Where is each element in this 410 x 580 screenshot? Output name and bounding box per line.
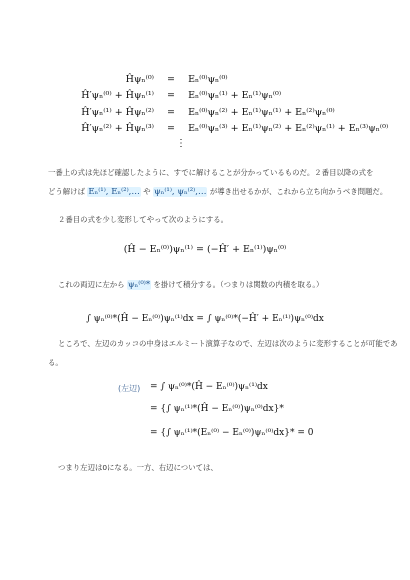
para5: つまり左辺は0になる。一方、右辺については、 xyxy=(58,463,218,472)
para2: ２番目の式を少し変形してやって次のようにする。 xyxy=(58,215,228,224)
eq4-line-1: = ∫ ψₙ⁽⁰⁾*(Ĥ − Eₙ⁽⁰⁾)ψₙ⁽¹⁾dx xyxy=(150,382,268,392)
para1-line2-prefix: どう解けば xyxy=(48,187,85,196)
para1-line1: 一番上の式は先ほど確認したように、すでに解けることが分かっているものだ。２番目以降の式を xyxy=(48,168,374,177)
eq-row-1-lhs: Ĥψₙ⁽⁰⁾ xyxy=(125,74,154,85)
eq4-line-2: = {∫ ψₙ⁽¹⁾*(Ĥ − Eₙ⁽⁰⁾)ψₙ⁽⁰⁾dx}* xyxy=(150,404,284,414)
eq-row-1-rhs: Eₙ⁽⁰⁾ψₙ⁽⁰⁾ xyxy=(188,74,228,85)
eq-row-4 xyxy=(74,123,404,134)
para1-line2-suffix: が導き出せるかが、これから立ち向かうべき問題だ。 xyxy=(209,187,388,196)
eq2: (Ĥ − Eₙ⁽⁰⁾)ψₙ⁽¹⁾ = (−Ĥ′ + Eₙ⁽¹⁾)ψₙ⁽⁰⁾ xyxy=(123,244,287,255)
eq-row-1 xyxy=(74,74,344,85)
eq-row-3-op: = xyxy=(167,107,176,118)
eq4-line-3: = {∫ ψₙ⁽¹⁾*(Eₙ⁽⁰⁾ − Eₙ⁽⁰⁾)ψₙ⁽⁰⁾dx}* = 0 xyxy=(150,428,314,438)
eq-row-3 xyxy=(74,107,374,118)
eq-row-4-op: = xyxy=(167,123,176,134)
energy-corrections-highlight: Eₙ⁽¹⁾, Eₙ⁽²⁾,… xyxy=(88,187,140,197)
para3 xyxy=(58,279,323,290)
para4-line1: ところで、左辺のカッコの中身はエルミート演算子なので、左辺は次のように変形することが可能であ xyxy=(58,339,398,348)
psi0-conjugate-highlight: ψₙ⁽⁰⁾* xyxy=(127,280,151,290)
para3-suffix: を掛けて積分する。（つまりは関数の内積を取る。） xyxy=(153,280,324,289)
eq-row-3-rhs: Eₙ⁽⁰⁾ψₙ⁽²⁾ + Eₙ⁽¹⁾ψₙ⁽¹⁾ + Eₙ⁽²⁾ψₙ⁽⁰⁾ xyxy=(188,107,335,118)
eq-row-2 xyxy=(74,90,344,101)
eq-row-2-rhs: Eₙ⁽⁰⁾ψₙ⁽¹⁾ + Eₙ⁽¹⁾ψₙ⁽⁰⁾ xyxy=(188,90,282,101)
eq4-label: (左辺) xyxy=(118,384,141,393)
eq-row-2-lhs: Ĥ′ψₙ⁽⁰⁾ + Ĥψₙ⁽¹⁾ xyxy=(81,90,154,101)
eq-row-1-op: = xyxy=(167,74,176,85)
eq3: ∫ ψₙ⁽⁰⁾*(Ĥ − Eₙ⁽⁰⁾)ψₙ⁽¹⁾dx = ∫ ψₙ⁽⁰⁾*(−Ĥ′ + Eₙ⁽¹⁾)ψₙ⁽⁰⁾dx xyxy=(86,314,324,324)
eq-row-3-lhs: Ĥ′ψₙ⁽¹⁾ + Ĥψₙ⁽²⁾ xyxy=(81,107,154,118)
wavefunction-corrections-highlight: ψₙ⁽¹⁾, ψₙ⁽²⁾,… xyxy=(154,187,207,197)
para1-line2 xyxy=(48,186,387,197)
eq-vdots: ⋮ xyxy=(176,138,186,149)
eq-row-4-lhs: Ĥ′ψₙ⁽²⁾ + Ĥψₙ⁽³⁾ xyxy=(81,123,154,134)
eq-row-2-op: = xyxy=(167,90,176,101)
para4-line2: る。 xyxy=(48,358,63,367)
eq-row-4-rhs: Eₙ⁽⁰⁾ψₙ⁽³⁾ + Eₙ⁽¹⁾ψₙ⁽²⁾ + Eₙ⁽²⁾ψₙ⁽¹⁾ + Eₙ⁽³⁾ψₙ⁽⁰⁾ xyxy=(188,123,389,134)
para1-line2-mid: や xyxy=(143,187,151,196)
para3-prefix: これの両辺に左から xyxy=(58,280,125,289)
